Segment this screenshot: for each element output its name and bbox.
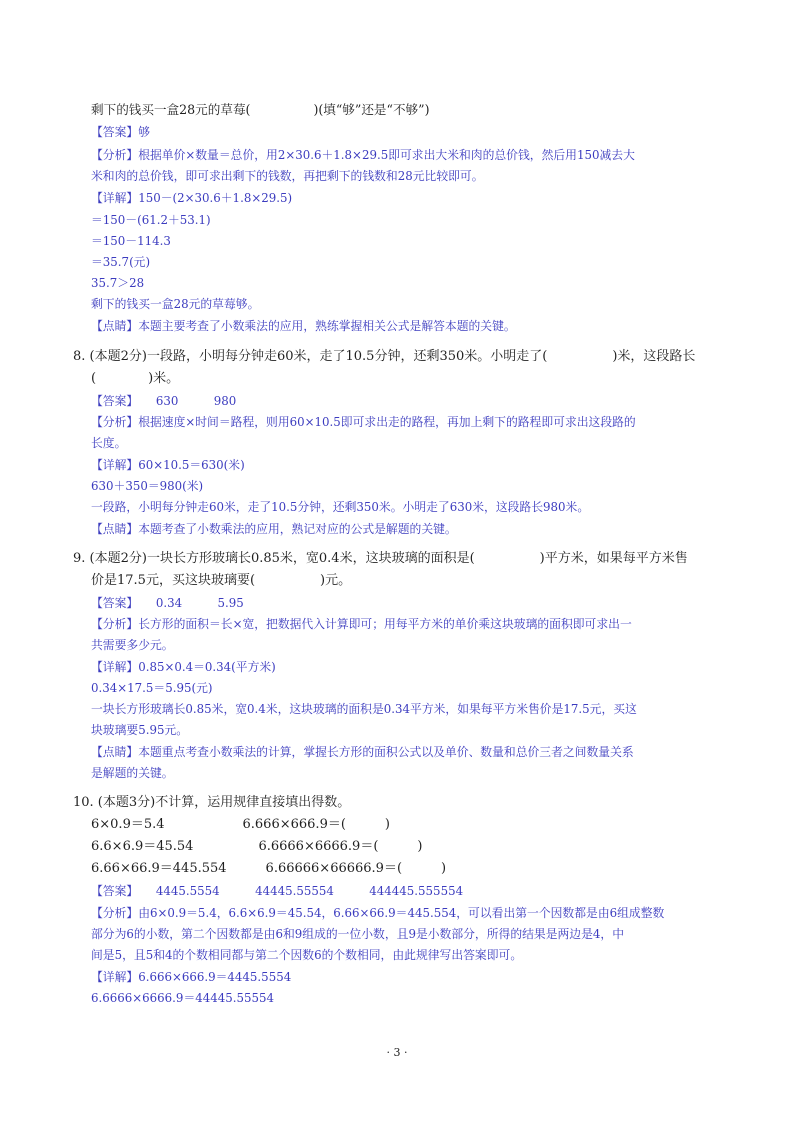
solution-line: 一段路，小明每分钟走60米，走了10.5分钟，还剩350米。小明走了630米，这段路长980米。: [91, 500, 590, 514]
analysis-line: 【分析】由6×0.9＝5.4，6.6×6.9＝45.54，6.66×66.9＝445.554，可以看出第一个因数都是由6组成整数: [91, 906, 665, 920]
analysis-line: 间是5，且5和4的个数相同都与第二个因数6的个数相同，由此规律写出答案即可。: [91, 948, 523, 962]
analysis-line: 【分析】根据速度×时间＝路程，则用60×10.5即可求出走的路程，再加上剩下的路程即可求出这段路的: [91, 415, 636, 429]
text-line: 剩下的钱买一盒28元的草莓( )(填“够”还是“不够”): [91, 102, 430, 117]
analysis-line: 共需要多少元。: [91, 638, 174, 652]
solution-line: 【详解】150－(2×30.6＋1.8×29.5): [91, 191, 293, 205]
remark-line: 是解题的关键。: [91, 766, 174, 780]
solution-line: 【详解】60×10.5＝630(米): [91, 458, 245, 472]
question-9: 9. (本题2分)一块长方形玻璃长0.85米，宽0.4米，这块玻璃的面积是( )平方米，如果每平方米售: [73, 551, 688, 566]
solution-line: 一块长方形玻璃长0.85米，宽0.4米，这块玻璃的面积是0.34平方米，如果每平方米售价是17.5元，买这: [91, 702, 637, 716]
analysis-line: 米和肉的总价钱，即可求出剩下的钱数，再把剩下的钱数和28元比较即可。: [91, 169, 484, 183]
question-8-cont: ( )米。: [91, 371, 180, 386]
solution-line: ＝150－(61.2＋53.1): [91, 213, 211, 227]
question-10: 10. (本题3分)不计算，运用规律直接填出得数。: [73, 795, 351, 810]
answer-line: 【答案】 630 980: [91, 394, 237, 408]
solution-line: 块玻璃要5.95元。: [91, 723, 189, 737]
solution-line: 【详解】6.666×666.9＝4445.5554: [91, 970, 292, 984]
answer-line: 【答案】够: [91, 125, 150, 139]
remark-line: 【点睛】本题考查了小数乘法的应用，熟记对应的公式是解题的关键。: [91, 522, 457, 536]
solution-line: 剩下的钱买一盒28元的草莓够。: [91, 297, 260, 311]
page-number: · 3 ·: [386, 1046, 408, 1059]
solution-line: 0.34×17.5＝5.95(元): [91, 681, 213, 695]
question-10-row: 6×0.9＝5.4 6.666×666.9＝( ): [91, 817, 390, 832]
answer-line: 【答案】 0.34 5.95: [91, 596, 244, 610]
analysis-line: 【分析】长方形的面积＝长×宽，把数据代入计算即可；用每平方米的单价乘这块玻璃的面积即可求出一: [91, 617, 632, 631]
solution-line: ＝150－114.3: [91, 234, 171, 248]
solution-line: 6.6666×6666.9＝44445.55554: [91, 991, 275, 1005]
solution-line: ＝35.7(元): [91, 255, 151, 269]
solution-line: 35.7＞28: [91, 276, 145, 290]
remark-line: 【点睛】本题重点考查小数乘法的计算，掌握长方形的面积公式以及单价、数量和总价三者之间数量关系: [91, 745, 634, 759]
question-10-row: 6.6×6.9＝45.54 6.6666×6666.9＝( ): [91, 839, 423, 854]
answer-line: 【答案】 4445.5554 44445.55554 444445.555554: [91, 884, 464, 898]
question-8: 8. (本题2分)一段路，小明每分钟走60米，走了10.5分钟，还剩350米。小明走了( )米，这段路长: [73, 349, 696, 364]
question-9-cont: 价是17.5元，买这块玻璃要( )元。: [91, 573, 352, 588]
question-10-row: 6.66×66.9＝445.554 6.66666×66666.9＝( ): [91, 861, 447, 876]
analysis-line: 【分析】根据单价×数量＝总价，用2×30.6＋1.8×29.5即可求出大米和肉的总价钱，然后用150减去大: [91, 148, 635, 162]
remark-line: 【点睛】本题主要考查了小数乘法的应用，熟练掌握相关公式是解答本题的关键。: [91, 319, 516, 333]
solution-line: 630＋350＝980(米): [91, 479, 204, 493]
analysis-line: 部分为6的小数，第二个因数都是由6和9组成的一位小数，且9是小数部分，所得的结果是两边是4，中: [91, 927, 624, 941]
analysis-line: 长度。: [91, 436, 127, 450]
solution-line: 【详解】0.85×0.4＝0.34(平方米): [91, 660, 276, 674]
